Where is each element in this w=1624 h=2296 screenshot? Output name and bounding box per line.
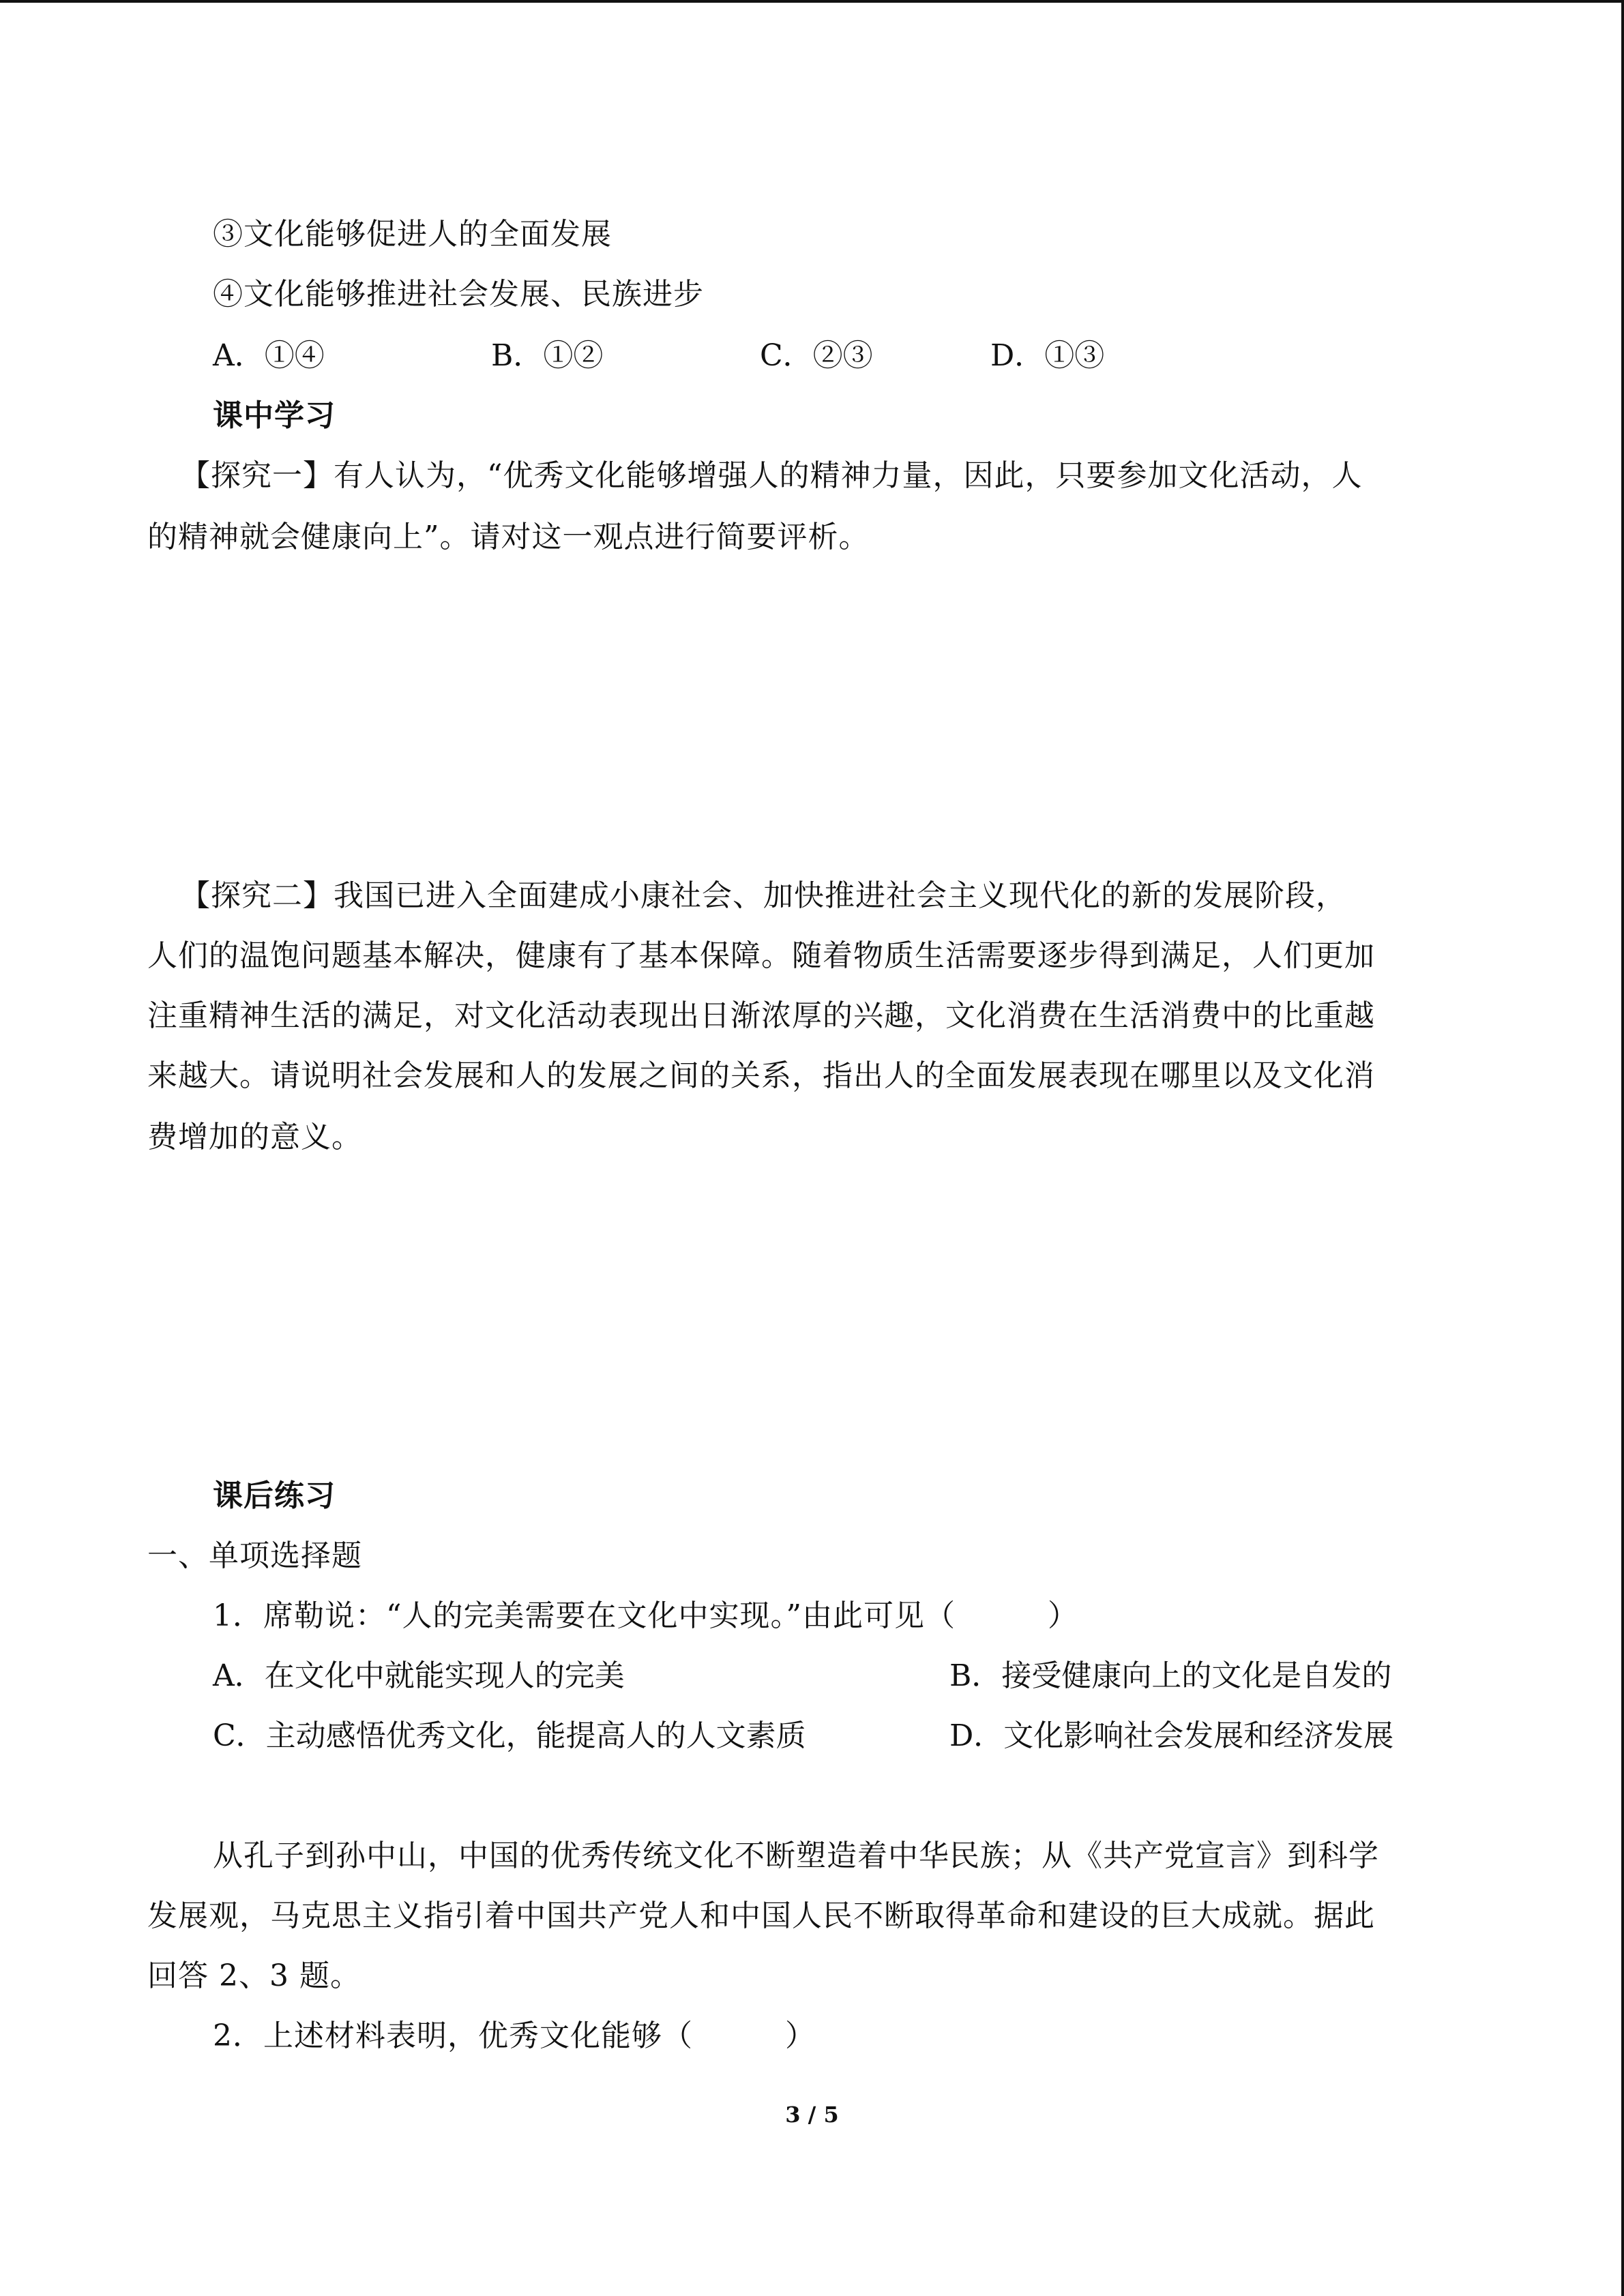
explore-1-line-1: 【探究一】有人认为，“优秀文化能够增强人的精神力量，因此，只要参加文化活动，人 [180,458,1363,493]
after-class-heading: 课后练习 [213,1478,336,1513]
page-top-border [0,0,1624,3]
explore-2-line-3: 注重精神生活的满足，对文化活动表现出日渐浓厚的兴趣，文化消费在生活消费中的比重越 [147,998,1375,1033]
explore-2-line-2: 人们的温饱问题基本解决，健康有了基本保障。随着物质生活需要逐步得到满足，人们更加 [147,938,1375,973]
option-d: D．①③ [990,338,1105,373]
statement-3: ③文化能够促进人的全面发展 [213,217,612,252]
material-line-2: 发展观，马克思主义指引着中国共产党人和中国人民不断取得革命和建设的巨大成就。据此 [147,1898,1375,1933]
in-class-heading: 课中学习 [213,398,336,433]
explore-2-line-1: 【探究二】我国已进入全面建成小康社会、加快推进社会主义现代化的新的发展阶段， [180,878,1346,913]
option-b: B．①② [491,338,604,373]
q1-option-b: B．接受健康向上的文化是自发的 [949,1658,1392,1693]
page-number: 3 / 5 [785,2102,839,2128]
question-2: 2．上述材料表明，优秀文化能够（ ） [213,2018,816,2053]
question-1: 1．席勒说：“人的完美需要在文化中实现。”由此可见（ ） [213,1598,1078,1633]
q1-option-a: A．在文化中就能实现人的完美 [213,1658,625,1693]
explore-2-line-5: 费增加的意义。 [147,1120,362,1154]
page-right-border [1621,0,1624,2296]
section-title: 一、单项选择题 [147,1538,362,1573]
option-a: A．①④ [213,338,325,373]
q1-option-d: D．文化影响社会发展和经济发展 [949,1718,1394,1753]
q1-option-c: C．主动感悟优秀文化，能提高人的人文素质 [213,1718,806,1753]
explore-2-line-4: 来越大。请说明社会发展和人的发展之间的关系，指出人的全面发展表现在哪里以及文化消 [147,1058,1375,1093]
option-c: C．②③ [760,338,873,373]
statement-4: ④文化能够推进社会发展、民族进步 [213,277,704,312]
material-line-3: 回答 2、3 题。 [147,1958,361,1993]
material-line-1: 从孔子到孙中山，中国的优秀传统文化不断塑造着中华民族；从《共产党宣言》到科学 [213,1838,1379,1873]
explore-1-line-2: 的精神就会健康向上”。请对这一观点进行简要评析。 [147,520,870,554]
